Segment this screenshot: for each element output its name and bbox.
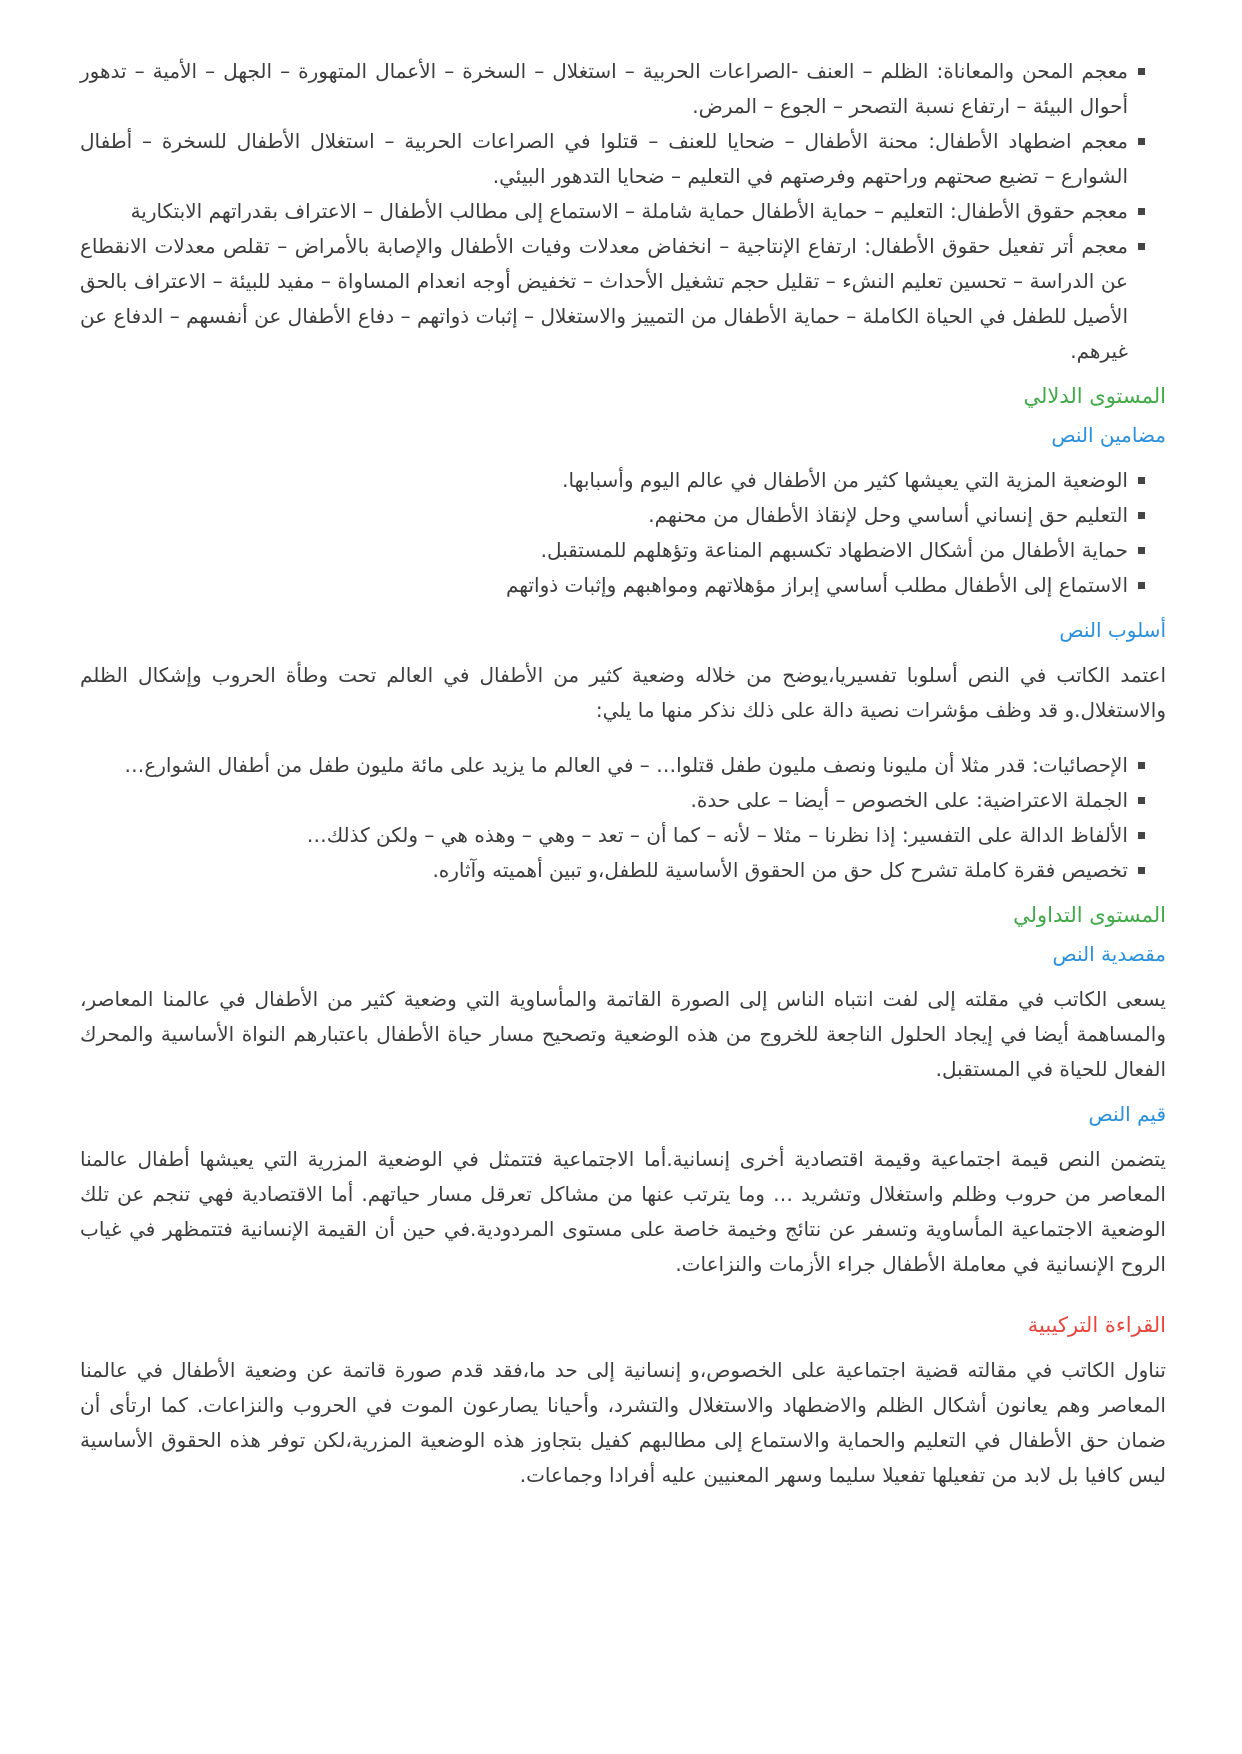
text-contents-item-text: حماية الأطفال من أشكال الاضطهاد تكسبهم المناعة وتؤهلهم للمستقبل. [540, 538, 1128, 562]
text-style-item [80, 783, 1128, 818]
bullet-marker [1138, 477, 1145, 484]
text-contents-item-text: الاستماع إلى الأطفال مطلب أساسي إبراز مؤهلاتهم ومواهبهم وإثبات ذواتهم [505, 573, 1128, 597]
synthesis-heading: القراءة التركيبية [1027, 1313, 1166, 1337]
bullet-marker [1138, 797, 1145, 804]
bullet-marker [1138, 832, 1145, 839]
pragmatic-level-section [80, 898, 1166, 1282]
text-values-heading: قيم النص [1088, 1102, 1166, 1126]
text-style-item-text: تخصيص فقرة كاملة تشرح كل حق من الحقوق الأساسية للطفل،و تبين أهميته وآثاره. [432, 858, 1128, 882]
bullet-marker [1138, 138, 1145, 145]
text-style-item-text: الجملة الاعتراضية: على الخصوص – أيضا – على حدة. [690, 788, 1128, 812]
lexicon-item [80, 54, 1128, 124]
semantic-level-heading: المستوى الدلالي [1023, 384, 1166, 408]
lexicon-item-text: معجم اضطهاد الأطفال: محنة الأطفال – ضحايا للعنف – قتلوا في الصراعات الحربية – استغلال الأطفال للسخرة – أطفال الشوارع – تضيع صحتهم وراحتهم وفرصتهم في التعليم – ضحايا التدهور البيئي. [80, 129, 1128, 188]
text-style-item [80, 748, 1128, 783]
lexicon-item [80, 124, 1128, 194]
text-intent-heading: مقصدية النص [1052, 942, 1166, 966]
text-contents-item [80, 533, 1128, 568]
text-style-list [80, 748, 1166, 888]
text-values-paragraph: يتضمن النص قيمة اجتماعية وقيمة اقتصادية أخرى إنسانية.أما الاجتماعية فتتمثل في الوضعية المزرية التي يعيشها أطفال عالمنا المعاصر من حروب وظلم واستغلال وتشريد … وما يترتب عنها من مشاكل تعرقل مسار حياتهم. أما الاقتصادية فهي تنجم عن تلك الوضعية الاجتماعية المأساوية وتسفر عن نتائج وخيمة خاصة على مستوى المردودية.في حين أن القيمة الإنسانية فتتمظهر في غياب الروح الإنسانية في معاملة الأطفال جراء الأزمات والنزاعات. [80, 1147, 1166, 1276]
text-style-item-text: الألفاظ الدالة على التفسير: إذا نظرنا – مثلا – لأنه – كما أن – تعد – وهي – وهذه هي – ولكن كذلك… [306, 823, 1128, 847]
bullet-marker [1138, 208, 1145, 215]
text-style-item-text: الإحصائيات: قدر مثلا أن مليونا ونصف مليون طفل قتلوا… – في العالم ما يزيد على مائة مليون طفل من أطفال الشوارع… [124, 753, 1128, 777]
bullet-marker [1138, 512, 1145, 519]
text-contents-list [80, 463, 1166, 603]
text-contents-item-text: التعليم حق إنساني أساسي وحل لإنقاذ الأطفال من محنهم. [648, 503, 1128, 527]
text-style-item [80, 818, 1128, 853]
text-contents-heading: مضامين النص [1051, 423, 1166, 447]
bullet-marker [1138, 547, 1145, 554]
text-contents-item-text: الوضعية المزية التي يعيشها كثير من الأطفال في عالم اليوم وأسبابها. [562, 468, 1128, 492]
bullet-marker [1138, 867, 1145, 874]
lexicon-item-text: معجم المحن والمعاناة: الظلم – العنف -الصراعات الحربية – استغلال – السخرة – الأعمال المتهورة – الجهل – الأمية – تدهور أحوال البيئة – ارتفاع نسبة التصحر – الجوع – المرض. [80, 59, 1128, 118]
text-style-heading: أسلوب النص [1059, 618, 1166, 642]
text-contents-item [80, 568, 1128, 603]
lexicon-item [80, 229, 1128, 369]
text-intent-paragraph: يسعى الكاتب في مقلته إلى لفت انتباه الناس إلى الصورة القاتمة والمأساوية التي وضعية كثير من الأطفال في عالمنا المعاصر، والمساهمة أيضا في إيجاد الحلول الناجعة للخروج من هذه الوضعية وتصحيح مسار حياة الأطفال باعتبارهم النواة الأساسية والمحرك الفعال للحياة في المستقبل. [80, 987, 1166, 1081]
lexicon-item-text: معجم أتر تفعيل حقوق الأطفال: ارتفاع الإنتاجية – انخفاض معدلات وفيات الأطفال والإصابة بالأمراض – تقلص معدلات الانقطاع عن الدراسة – تحسين تعليم النشء – تقليل حجم تشغيل الأحداث – تخفيض أوجه انعدام المساواة – مفيد للبيئة – الاعتراف بالحق الأصيل للطفل في الحياة الكاملة – حماية الأطفال من التمييز والاستغلال – إثبات ذواتهم – دفاع الأطفال عن أنفسهم – الدفاع عن غيرهم. [80, 234, 1128, 363]
text-contents-item [80, 498, 1128, 533]
lexicon-item-text: معجم حقوق الأطفال: التعليم – حماية الأطفال حماية شاملة – الاستماع إلى مطالب الأطفال – الاعتراف بقدراتهم الابتكارية [130, 199, 1128, 223]
synthesis-section [80, 1308, 1166, 1493]
bullet-marker [1138, 582, 1145, 589]
lexicon-item [80, 194, 1128, 229]
bullet-marker [1138, 762, 1145, 769]
semantic-level-section [80, 379, 1166, 888]
text-contents-item [80, 463, 1128, 498]
bullet-marker [1138, 243, 1145, 250]
synthesis-paragraph: تناول الكاتب في مقالته قضية اجتماعية على الخصوص،و إنسانية إلى حد ما،فقد قدم صورة قاتمة عن وضعية الأطفال في عالمنا المعاصر وهم يعانون أشكال الظلم والاضطهاد والاستغلال والتشرد، وأحيانا يصارعون الموت في الحروب والنزاعات. كما ارتأى أن ضمان حق الأطفال في التعليم والحماية والاستماع إلى مطالبهم كفيل بتجاوز هذه الوضعية المزرية،لكن توفر هذه الحقوق الأساسية ليس كافيا بل لابد من تفعيلها تفعيلا سليما وسهر المعنيين عليه أفرادا وجماعات. [80, 1358, 1166, 1487]
text-style-item [80, 853, 1128, 888]
text-style-paragraph: اعتمد الكاتب في النص أسلوبا تفسيريا،يوضح من خلاله وضعية كثير من الأطفال في العالم تحت وطأة الحروب وإشكال الظلم والاستغلال.و قد وظف مؤشرات نصية دالة على ذلك نذكر منها ما يلي: [80, 663, 1166, 722]
lexicon-list [80, 54, 1166, 369]
bullet-marker [1138, 68, 1145, 75]
pragmatic-level-heading: المستوى التداولي [1013, 903, 1166, 927]
